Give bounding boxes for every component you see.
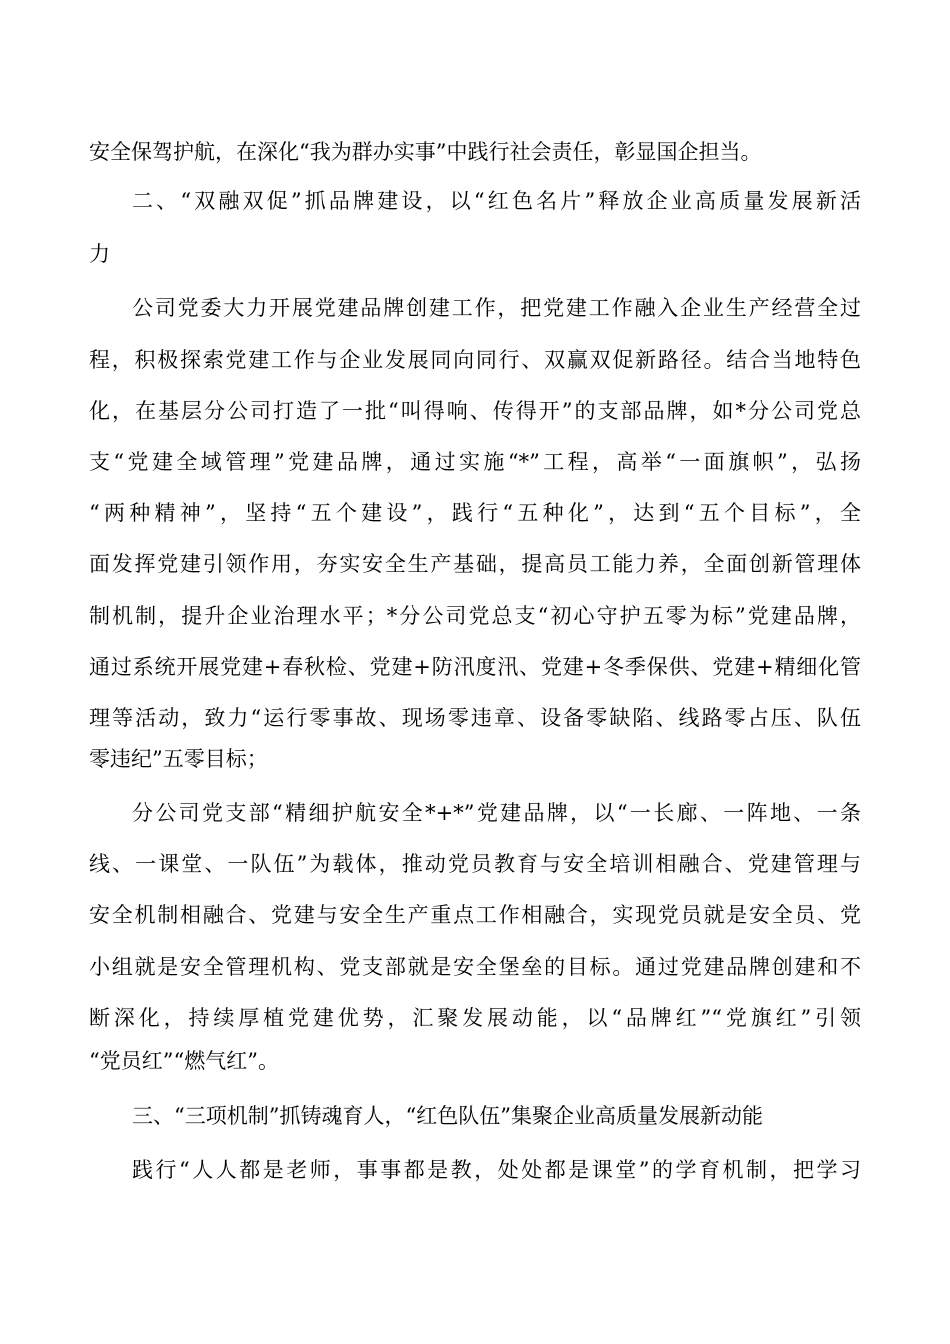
text-line-12: 理等活动，致力“运行零事故、现场零违章、设备零缺陷、线路零占压、队伍 <box>89 706 861 730</box>
text-line-14: 分公司党支部“精细护航安全*+*”党建品牌，以“一长廊、一阵地、一条 <box>132 801 861 825</box>
text-line-16: 安全机制相融合、党建与安全生产重点工作相融合，实现党员就是安全员、党 <box>89 903 861 927</box>
text-line-8: “两种精神”，坚持“五个建设”，践行“五种化”，达到“五个目标”，全 <box>89 501 861 525</box>
text-line-10: 制机制，提升企业治理水平；*分公司党总支“初心守护五零为标”党建品牌， <box>89 604 861 628</box>
text-line-13: 零违纪”五零目标； <box>89 747 268 771</box>
text-line-11: 通过系统开展党建+春秋检、党建+防汛度汛、党建+冬季保供、党建+精细化管 <box>89 655 861 679</box>
text-line-15: 线、一课堂、一队伍”为载体，推动党员教育与安全培训相融合、党建管理与 <box>89 852 861 876</box>
text-line-19: “党员红”“燃气红”。 <box>89 1049 279 1073</box>
text-line-17: 小组就是安全管理机构、党支部就是安全堡垒的目标。通过党建品牌创建和不 <box>89 955 861 979</box>
section-heading-3: 三、“三项机制”抓铸魂育人，“红色队伍”集聚企业高质量发展新动能 <box>132 1104 763 1128</box>
section-heading-2-continued: 力 <box>89 242 110 266</box>
text-line-1: 安全保驾护航，在深化“我为群办实事”中践行社会责任，彰显国企担当。 <box>89 140 762 164</box>
section-heading-2: 二、“双融双促”抓品牌建设，以“红色名片”释放企业高质量发展新活 <box>132 189 861 213</box>
text-line-7: 支“党建全域管理”党建品牌，通过实施“*”工程，高举“一面旗帜”，弘扬 <box>89 450 861 474</box>
text-line-21: 践行“人人都是老师，事事都是教，处处都是课堂”的学育机制，把学习 <box>132 1158 861 1182</box>
text-line-5: 程，积极探索党建工作与企业发展同向同行、双赢双促新路径。结合当地特色 <box>89 348 861 372</box>
text-line-4: 公司党委大力开展党建品牌创建工作，把党建工作融入企业生产经营全过 <box>132 296 861 320</box>
text-line-18: 断深化，持续厚植党建优势，汇聚发展动能，以“品牌红”“党旗红”引领 <box>89 1006 861 1030</box>
text-line-9: 面发挥党建引领作用，夯实安全生产基础，提高员工能力养，全面创新管理体 <box>89 552 861 576</box>
text-line-6: 化，在基层分公司打造了一批“叫得响、传得开”的支部品牌，如*分公司党总 <box>89 399 861 423</box>
